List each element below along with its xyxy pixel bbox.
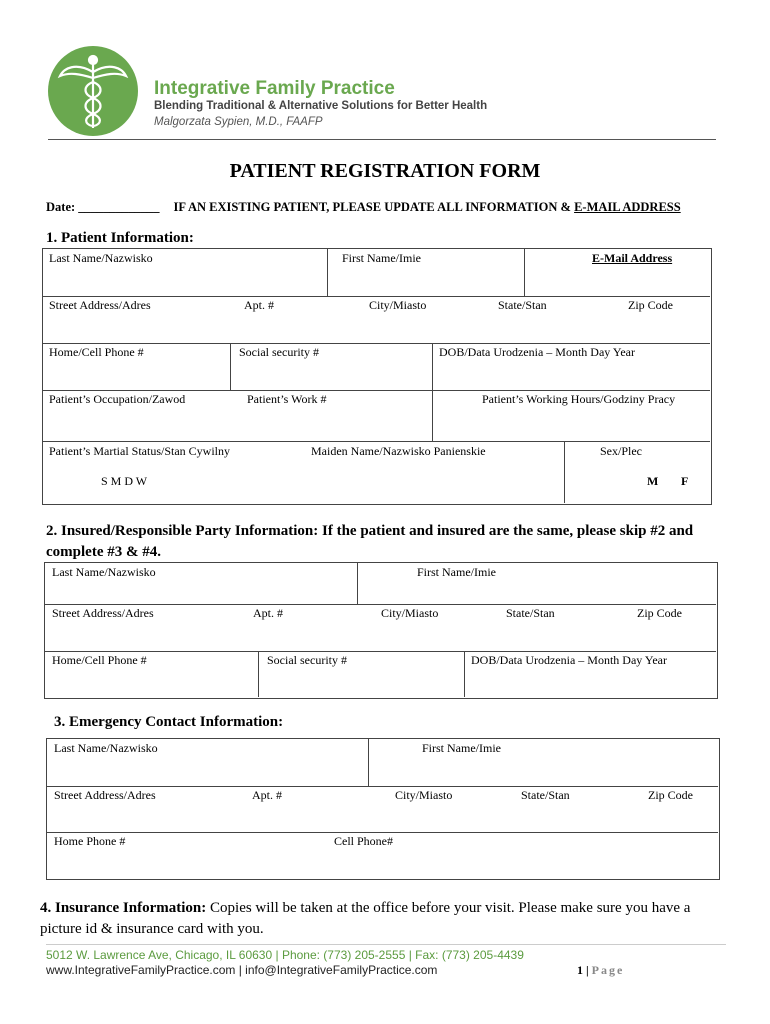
city-field[interactable]: City/Miasto xyxy=(369,298,427,312)
emergency-cell-phone-field[interactable]: Cell Phone# xyxy=(334,834,393,848)
practice-name: Integrative Family Practice xyxy=(154,78,395,99)
emergency-city-field[interactable]: City/Miasto xyxy=(395,788,453,802)
page-number xyxy=(577,963,624,978)
table-rule xyxy=(42,296,710,297)
insured-state-field[interactable]: State/Stan xyxy=(506,606,555,620)
update-note-email: E-MAIL ADDRESS xyxy=(574,200,681,214)
marital-status-field[interactable]: Patient’s Martial Status/Stan Cywilny xyxy=(49,444,230,458)
patient-info-table xyxy=(42,248,712,505)
marital-options[interactable]: S M D W xyxy=(101,474,148,488)
insured-info-table xyxy=(44,562,718,699)
table-rule xyxy=(44,651,716,652)
section4-text-cont: picture id & insurance card with you. xyxy=(40,921,264,937)
table-rule xyxy=(42,441,710,442)
insured-city-field[interactable]: City/Miasto xyxy=(381,606,439,620)
emergency-zip-field[interactable]: Zip Code xyxy=(648,788,693,802)
insured-last-name-field[interactable]: Last Name/Nazwisko xyxy=(52,565,156,579)
emergency-home-phone-field[interactable]: Home Phone # xyxy=(54,834,126,848)
footer-web: www.IntegrativeFamilyPractice.com | info@IntegrativeFamilyPractice.com xyxy=(46,963,438,977)
insured-zip-field[interactable]: Zip Code xyxy=(637,606,682,620)
form-title: PATIENT REGISTRATION FORM xyxy=(229,160,541,182)
page-number-value: 1 xyxy=(577,963,583,977)
insurance-info xyxy=(40,898,730,940)
occupation-field[interactable]: Patient’s Occupation/Zawod xyxy=(49,392,186,406)
emergency-first-name-field[interactable]: First Name/Imie xyxy=(422,741,501,755)
insured-dob-field[interactable]: DOB/Data Urodzenia – Month Day Year xyxy=(471,653,667,667)
apt-field[interactable]: Apt. # xyxy=(244,298,274,312)
emergency-state-field[interactable]: State/Stan xyxy=(521,788,570,802)
table-rule xyxy=(230,343,231,390)
table-rule xyxy=(258,651,259,697)
table-rule xyxy=(357,562,358,604)
sex-option-f[interactable]: F xyxy=(681,474,689,488)
sex-field: Sex/Plec xyxy=(600,444,642,458)
maiden-name-field[interactable]: Maiden Name/Nazwisko Panienskie xyxy=(311,444,486,458)
email-field[interactable]: E-Mail Address xyxy=(592,251,673,265)
date-line xyxy=(46,200,681,215)
page-separator: | xyxy=(583,963,592,977)
working-hours-field[interactable]: Patient’s Working Hours/Godziny Pracy xyxy=(482,392,676,406)
section2-title: 2. Insured/Responsible Party Information: If the patient and insured are the same, please skip #2 and xyxy=(46,523,694,539)
zip-field[interactable]: Zip Code xyxy=(628,298,673,312)
table-rule xyxy=(46,786,718,787)
caduceus-icon xyxy=(48,46,138,136)
header-divider xyxy=(48,139,716,140)
update-note: IF AN EXISTING PATIENT, PLEASE UPDATE ALL INFORMATION & xyxy=(173,200,575,214)
table-rule xyxy=(42,343,710,344)
table-rule xyxy=(524,248,525,296)
section2-title-cont: complete #3 & #4. xyxy=(46,544,161,560)
footer-divider xyxy=(46,944,726,945)
ssn-field[interactable]: Social security # xyxy=(239,345,319,359)
table-rule xyxy=(432,343,433,441)
section4-title: 4. Insurance Information: xyxy=(40,900,207,916)
emergency-street-field[interactable]: Street Address/Adres xyxy=(54,788,156,802)
insured-first-name-field[interactable]: First Name/Imie xyxy=(417,565,496,579)
emergency-last-name-field[interactable]: Last Name/Nazwisko xyxy=(54,741,158,755)
street-field[interactable]: Street Address/Adres xyxy=(49,298,151,312)
table-rule xyxy=(42,390,710,391)
sex-option-m[interactable]: M xyxy=(647,474,659,488)
phone-field[interactable]: Home/Cell Phone # xyxy=(49,345,144,359)
insured-apt-field[interactable]: Apt. # xyxy=(253,606,283,620)
table-rule xyxy=(46,832,718,833)
date-field-label[interactable]: Date: _____________ xyxy=(46,200,160,214)
state-field[interactable]: State/Stan xyxy=(498,298,547,312)
table-rule xyxy=(464,651,465,697)
doctor-name: Malgorzata Sypien, M.D., FAAFP xyxy=(154,116,323,128)
first-name-field[interactable]: First Name/Imie xyxy=(342,251,421,265)
practice-logo xyxy=(48,46,138,136)
dob-field[interactable]: DOB/Data Urodzenia – Month Day Year xyxy=(439,345,635,359)
work-phone-field[interactable]: Patient’s Work # xyxy=(247,392,327,406)
insured-phone-field[interactable]: Home/Cell Phone # xyxy=(52,653,147,667)
page-word: Page xyxy=(591,963,625,977)
emergency-apt-field[interactable]: Apt. # xyxy=(252,788,282,802)
table-rule xyxy=(564,441,565,503)
insured-street-field[interactable]: Street Address/Adres xyxy=(52,606,154,620)
table-rule xyxy=(368,738,369,786)
table-rule xyxy=(327,248,328,296)
section1-title: 1. Patient Information: xyxy=(46,230,194,246)
emergency-contact-table xyxy=(46,738,720,880)
section4-text: Copies will be taken at the office before your visit. Please make sure you have a xyxy=(206,900,691,916)
section3-title: 3. Emergency Contact Information: xyxy=(54,714,284,730)
practice-tagline: Blending Traditional & Alternative Solutions for Better Health xyxy=(154,100,488,112)
last-name-field[interactable]: Last Name/Nazwisko xyxy=(49,251,153,265)
footer-address: 5012 W. Lawrence Ave, Chicago, IL 60630 | Phone: (773) 205-2555 | Fax: (773) 205-4439 xyxy=(46,948,524,962)
insured-ssn-field[interactable]: Social security # xyxy=(267,653,347,667)
table-rule xyxy=(44,604,716,605)
